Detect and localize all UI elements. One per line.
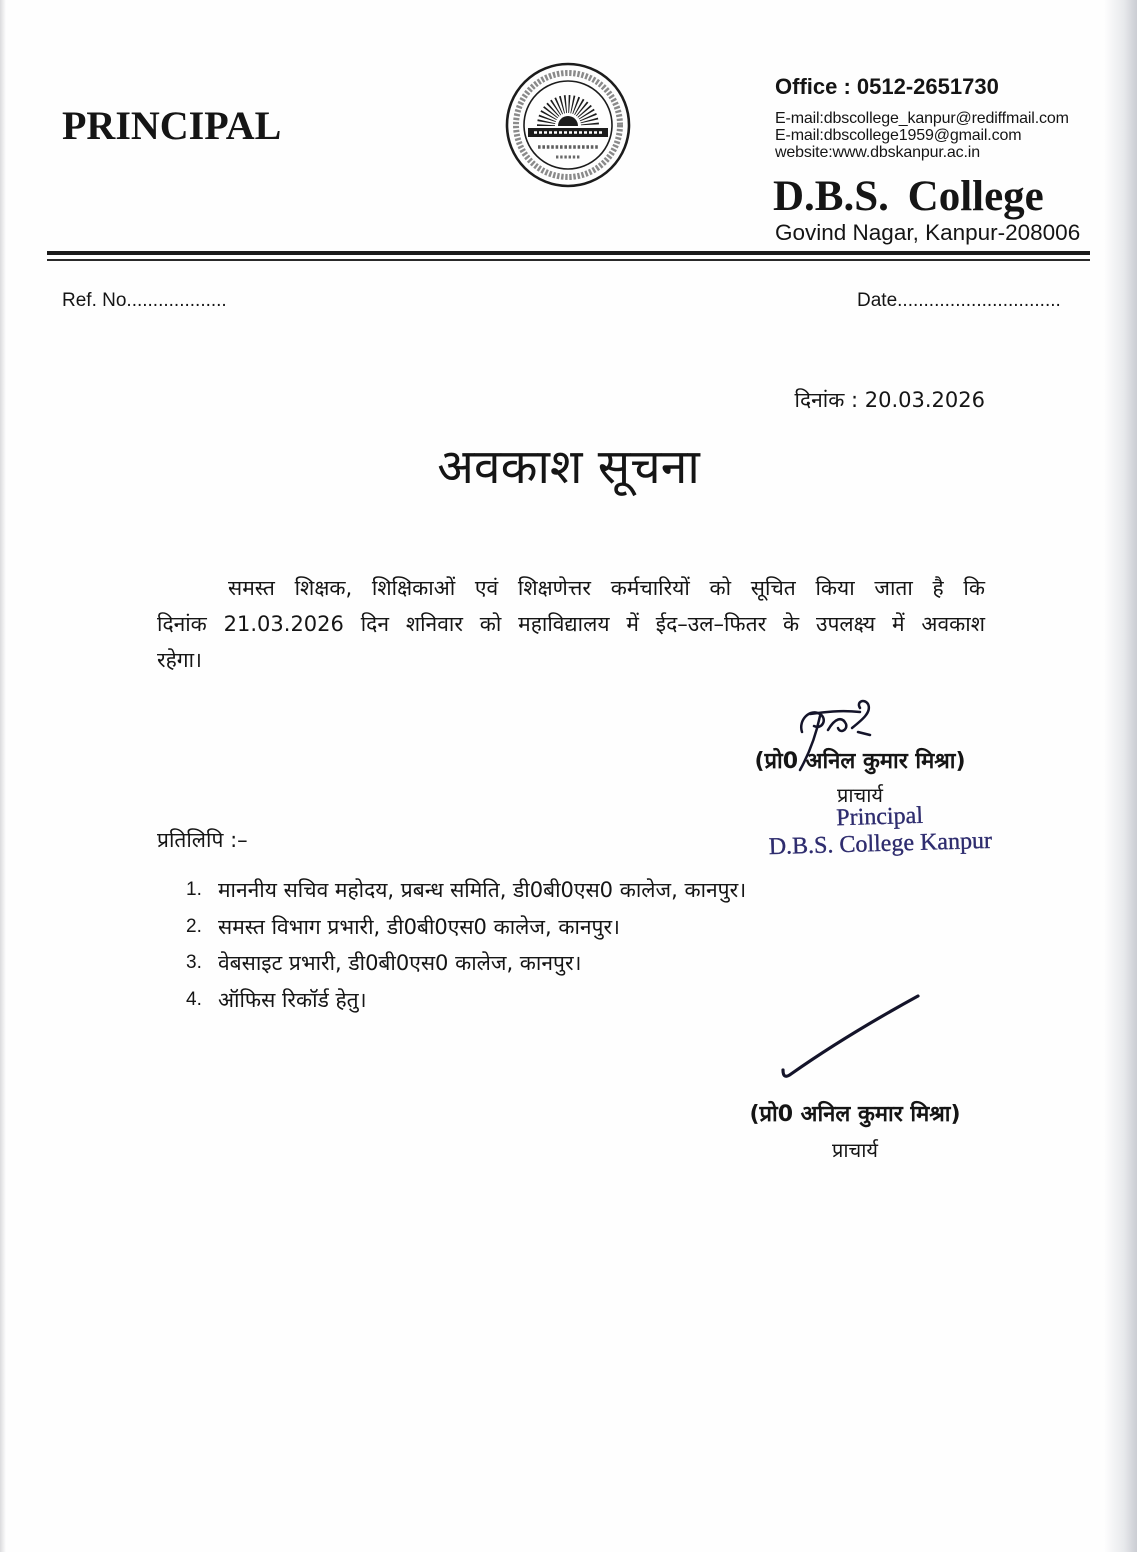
notice-body-line: रहेगा। <box>157 648 202 672</box>
college-address: Govind Nagar, Kanpur-208006 <box>775 220 1081 245</box>
list-item-text: माननीय सचिव महोदय, प्रबन्ध समिति, डी0बी0एस0 कालेज, कानपुर। <box>218 878 747 902</box>
scan-edge-shadow-left <box>0 0 6 1552</box>
seal-sun <box>558 116 578 126</box>
date-field: Date............................... <box>857 290 1061 311</box>
signatory-designation: प्राचार्य <box>836 783 884 807</box>
scan-edge-shadow-right <box>1104 0 1137 1552</box>
email-primary: E-mail:dbscollege_kanpur@rediffmail.com <box>775 110 1069 127</box>
principal-stamp <box>739 800 1020 862</box>
ref-no-field: Ref. No................... <box>62 290 227 311</box>
email-secondary: E-mail:dbscollege1959@gmail.com <box>775 127 1022 144</box>
closing-signatory-name: (प्रो0 अनिल कुमार मिश्रा) <box>749 1102 961 1127</box>
list-item-number: 4. <box>186 988 202 1010</box>
signature-stroke-icon <box>775 988 925 1083</box>
list-item-text: वेबसाइट प्रभारी, डी0बी0एस0 कालेज, कानपुर। <box>218 951 582 976</box>
copy-to-heading: प्रतिलिपि :– <box>157 828 248 852</box>
stamp-title: Principal <box>835 802 924 832</box>
notice-body <box>157 570 985 678</box>
notice-body-line: समस्त शिक्षक, शिक्षिकाओं एवं शिक्षणेत्तर कर्मचारियों को सूचित किया जाता है कि <box>228 576 985 600</box>
list-item <box>186 909 886 946</box>
notice-title: अवकाश सूचना <box>437 439 700 495</box>
list-item <box>186 945 886 982</box>
signatory-name: (प्रो0 अनिल कुमार मिश्रा) <box>754 749 966 774</box>
notice-date: दिनांक : 20.03.2026 <box>794 388 985 412</box>
contact-details <box>775 110 1069 161</box>
closing-signatory-designation: प्राचार्य <box>831 1138 879 1162</box>
college-seal-icon <box>502 60 634 192</box>
signature-squiggle <box>828 719 846 731</box>
college-name: D.B.S. College <box>773 173 1044 220</box>
list-item-number: 3. <box>186 952 202 974</box>
signature-line <box>783 996 918 1076</box>
website: website:www.dbskanpur.ac.in <box>775 144 980 161</box>
list-item-number: 1. <box>186 879 202 900</box>
list-item-text: ऑफिस रिकॉर्ड हेतु। <box>218 987 367 1012</box>
signature-hook <box>852 701 869 728</box>
stamp-college: D.B.S. College Kanpur <box>768 827 993 861</box>
list-item <box>186 872 886 909</box>
office-title: PRINCIPAL <box>62 103 282 148</box>
list-item-number: 2. <box>186 915 202 937</box>
list-item-text: समस्त विभाग प्रभारी, डी0बी0एस0 कालेज, कानपुर। <box>218 914 621 939</box>
letterhead-rule-thick <box>47 251 1090 255</box>
signature-tick <box>858 732 870 735</box>
letterhead-rule-thin <box>47 259 1090 261</box>
notice-body-line: दिनांक 21.03.2026 दिन शनिवार को महाविद्यालय में ईद–उल–फितर के उपलक्ष्य में अवकाश <box>157 612 985 636</box>
office-phone: Office : 0512-2651730 <box>775 74 999 99</box>
